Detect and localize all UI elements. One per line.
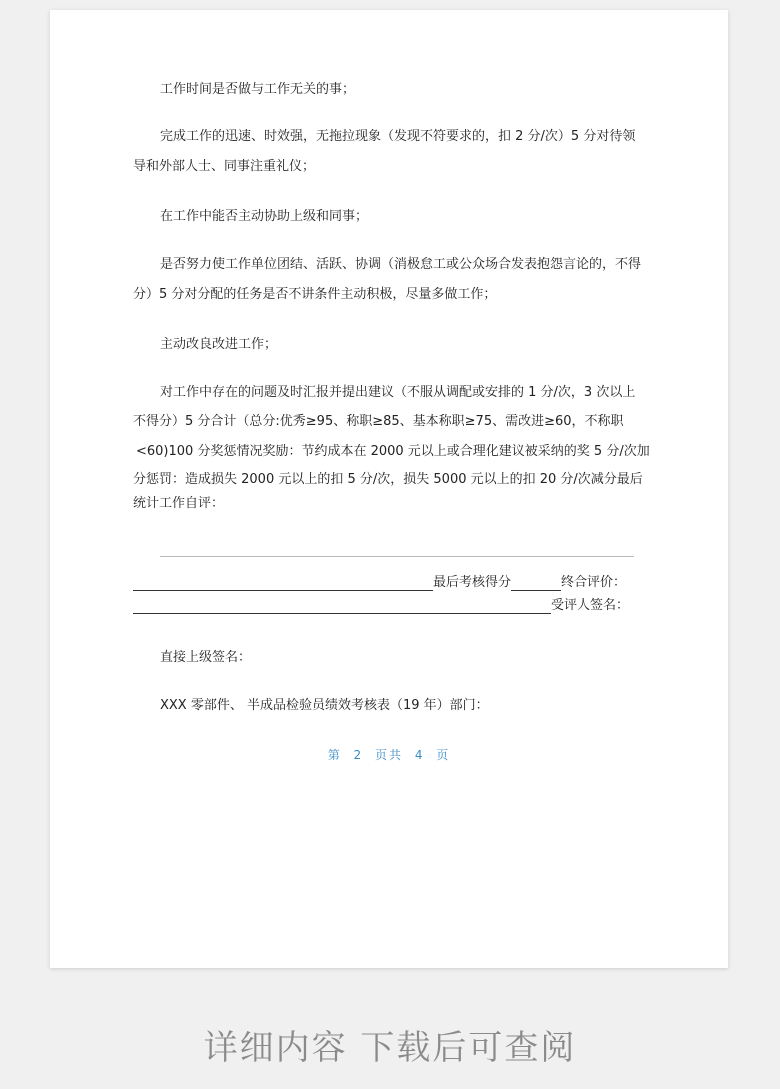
divider (160, 556, 634, 557)
blank-underline (133, 578, 433, 591)
reviewee-sign-blank[interactable] (133, 601, 551, 614)
paragraph-line: 不得分）5 分合计（总分:优秀≥95、称职≥85、基本称职≥75、需改进≥60，不称职 (133, 414, 624, 429)
paragraph-line: 分）5 分对分配的任务是否不讲条件主动积极，尽量多做工作； (133, 287, 497, 302)
supervisor-sign-label: 直接上级签名： (160, 650, 252, 665)
paragraph-line: 对工作中存在的问题及时汇报并提出建议（不服从调配或安排的 1 分/次，3 次以上 (160, 385, 636, 400)
paragraph-line: 统计工作自评： (133, 496, 225, 511)
paragraph-line: 是否努力使工作单位团结、活跃、协调（消极怠工或公众场合发表抱怨言论的，不得 (160, 257, 642, 272)
paragraph-line: 分惩罚：造成损失 2000 元以上的扣 5 分/次，损失 5000 元以上的扣 20 分/次减分最后 (133, 472, 643, 487)
paragraph-line: 导和外部人士、同事注重礼仪； (133, 159, 316, 174)
reviewee-sign-line (133, 598, 629, 614)
score-line (133, 575, 626, 591)
document-page (50, 10, 728, 968)
paragraph-line: <60)100 分奖惩情况奖励：节约成本在 2000 元以上或合理化建议被采纳的奖 5 分/次加 (136, 444, 650, 459)
final-score-blank[interactable] (511, 578, 561, 591)
paragraph-line: 工作时间是否做与工作无关的事； (160, 82, 356, 97)
overall-eval-label: 终合评价： (561, 575, 627, 590)
form-title-line: XXX 零部件、 半成品检验员绩效考核表（19 年）部门： (160, 698, 489, 713)
reviewee-sign-label: 受评人签名： (551, 598, 630, 613)
page-number: 第 2 页共 4 页 (327, 748, 451, 762)
paragraph-line: 完成工作的迅速、时效强，无拖拉现象（发现不符要求的，扣 2 分/次）5 分对待领 (160, 129, 636, 144)
paragraph-line: 在工作中能否主动协助上级和同事； (160, 209, 369, 224)
download-banner: 详细内容 下载后可查阅 (203, 1028, 577, 1068)
final-score-label: 最后考核得分 (433, 575, 512, 590)
paragraph-line: 主动改良改进工作； (160, 337, 278, 352)
